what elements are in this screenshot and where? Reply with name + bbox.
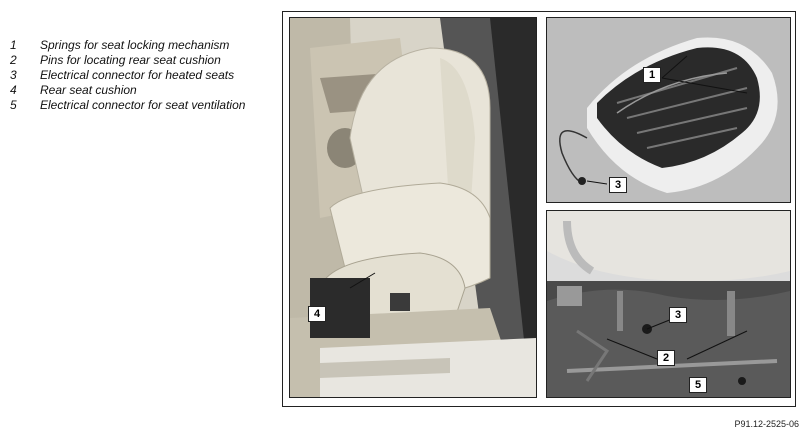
- legend-item-5: [10, 98, 260, 113]
- callout-3-top: 3: [609, 177, 627, 193]
- legend-number: 4: [10, 83, 17, 97]
- legend-item-1: [10, 38, 260, 53]
- legend-text: Pins for locating rear seat cushion: [40, 53, 221, 67]
- legend-item-3: [10, 68, 260, 83]
- cushion-underside-illustration: [547, 18, 790, 202]
- callout-4: 4: [308, 306, 326, 322]
- legend-list: [10, 38, 260, 113]
- legend-item-2: [10, 53, 260, 68]
- figure-reference-code: P91.12-2525-06: [734, 419, 799, 429]
- legend-text: Electrical connector for heated seats: [40, 68, 235, 82]
- callout-5: 5: [689, 377, 707, 393]
- rear-seat-illustration: [290, 18, 536, 397]
- legend-text: Springs for seat locking mechanism: [40, 38, 230, 52]
- legend-item-4: [10, 83, 260, 98]
- legend-number: 2: [10, 53, 17, 67]
- callout-2: 2: [657, 350, 675, 366]
- callout-1: 1: [643, 67, 661, 83]
- legend-number: 5: [10, 98, 17, 112]
- floor-pins-illustration: [547, 211, 790, 397]
- legend-number: 1: [10, 38, 17, 52]
- legend-text: Electrical connector for seat ventilation: [40, 98, 246, 112]
- callout-3-bottom: 3: [669, 307, 687, 323]
- cushion-underside-photo: [546, 17, 791, 203]
- floor-pins-photo: [546, 210, 791, 398]
- legend-number: 3: [10, 68, 17, 82]
- legend-text: Rear seat cushion: [40, 83, 137, 97]
- rear-seat-photo: [289, 17, 537, 398]
